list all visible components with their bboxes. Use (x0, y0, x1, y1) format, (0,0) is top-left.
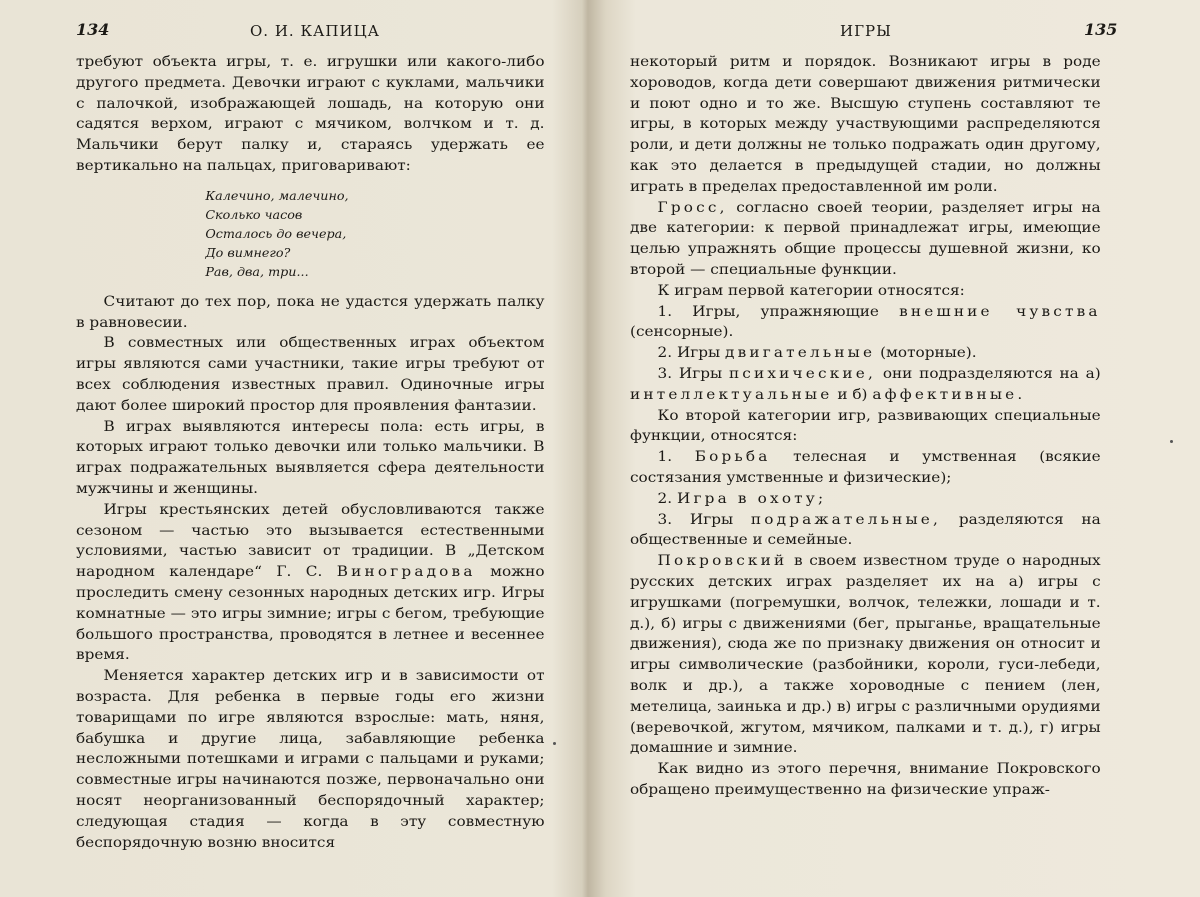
paper-speck (553, 742, 556, 745)
list-item (630, 489, 1101, 510)
author-name-spaced: Гросс, (657, 199, 728, 216)
text-run: разделяются на общественные и семейные. (630, 511, 1101, 549)
spaced-term: внешние чувства (899, 303, 1101, 320)
paragraph: требуют объекта игры, т. е. игрушки или какого-либо другого предмета. Девочки играют с куклами, мальчики с палочкой, изображающей лошадь, на которую они садятся верхом, играют с мячиком, волчком и т. д. Мальчики берут палку и, стараясь удержать ее вертикально на пальцах, приговаривают: (76, 54, 545, 174)
paragraph: Ко второй категории игр, развивающих специальные функции, относятся: (630, 407, 1101, 445)
list-item (630, 302, 1101, 344)
list-item (630, 364, 1101, 406)
spaced-term: интеллектуальные (630, 386, 833, 403)
text-run: 3. Игры (657, 511, 734, 528)
text-run: и б) (837, 386, 868, 403)
verse-line: Осталось до вечера, (205, 226, 347, 241)
list-item (630, 510, 1101, 552)
text-run: 1. Игры, упражняющие (657, 303, 879, 320)
text-run: 1. (657, 449, 673, 466)
page-number-left: 134 (76, 20, 110, 39)
right-page (600, 0, 1200, 897)
left-page-body (76, 52, 545, 853)
verse-line: До вимнего? (205, 245, 291, 260)
left-page (0, 0, 590, 897)
paragraph: Меняется характер детских игр и в зависимости от возраста. Для ребенка в первые годы его жизни товарищами по игре являются взрослые: мать, няня, бабушка и другие лица, забавляющие ребенка несложными потешками и играми с пальцами и руками; совместные игры начинаются позже, первоначально они носят неорганизованный беспорядочный характер; следующая стадия — когда в эту совместную беспорядочную возню вносится (76, 668, 545, 851)
spaced-term: аффективные. (872, 386, 1026, 403)
spaced-term: Борьба (694, 449, 771, 466)
text-run: Игры крестьянских детей обусловливаются также сезоном — частью это вызывается естественными условиями, частью зависит от традиции. В „Детском народном календаре“ Г. С. (76, 501, 545, 581)
paragraph: Считают до тех пор, пока не удастся удержать палку в равновесии. (76, 293, 545, 331)
text-run: 3. Игры (657, 365, 723, 382)
spaced-term: двигательные (725, 345, 876, 362)
spaced-term: подражательные, (750, 511, 942, 528)
text-run: 2. (657, 490, 673, 507)
paper-speck (1170, 440, 1173, 443)
author-name-spaced: Покровский (657, 553, 788, 570)
text-run: они подразделяются на а) (882, 365, 1101, 382)
verse-line: Сколько часов (205, 207, 303, 222)
text-run: (моторные). (880, 345, 977, 362)
right-page-body (630, 52, 1101, 801)
paragraph: В играх выявляются интересы пола: есть игры, в которых играют только девочки или только мальчики. В играх подражательных выявляется сфера деятельности мужчины и женщины. (76, 418, 545, 497)
list-item (630, 343, 1101, 364)
rhyme-verse (205, 187, 544, 282)
text-run: 2. Игры (657, 345, 721, 362)
running-head-author: О. И. КАПИЦА (250, 22, 381, 40)
paragraph (630, 198, 1101, 281)
paragraph: В совместных или общественных играх объектом игры являются сами участники, такие игры требуют от всех соблюдения известных правил. Одиночные игры дают более широкий простор для проявления фантазии. (76, 335, 545, 414)
list-item (630, 447, 1101, 489)
verse-line: Калечино, малечино, (205, 188, 349, 203)
spaced-term: Игра в охоту; (676, 490, 827, 507)
text-run: можно проследить смену сезонных народных детских игр. Игры комнатные — это игры зимние; игры с бегом, требующие большого пространства, проводятся в летнее и весеннее время. (76, 564, 545, 664)
page-number-right: 135 (1084, 20, 1118, 39)
paragraph: К играм первой категории относятся: (657, 282, 965, 299)
paragraph (76, 500, 545, 666)
running-head-title: ИГРЫ (840, 22, 892, 40)
spaced-term: психические, (728, 365, 877, 382)
text-run: телесная и умственная (всякие состязания умственные и физические); (630, 449, 1101, 486)
verse-line: Рав, два, три... (205, 264, 309, 279)
paragraph: Как видно из этого перечня, внимание Покровского обращено преимущественно на физические упраж- (630, 761, 1101, 798)
text-run: согласно своей теории, разделяет игры на две категории: к первой принадлежат игры, имеющие целью упражнять общие процессы душевной жизни, ко второй — специальные функции. (630, 199, 1101, 278)
author-name-spaced: Виноградова (336, 564, 476, 581)
paragraph (630, 551, 1101, 759)
text-run: в своем известном труде о народных русских детских играх разделяет их на а) игры с игрушками (погремушки, волчок, тележки, лошади и т. д.), б) игры с движениями (бег, прыганье, вращательные движения), сюда же по признаку движения он относит и игры символические (разбойники, короли, гуси-лебеди, волк и др.), а также хороводные с пением (лен, метелица, заинька и др.) в) игры с различными орудиями (веревочкой, жгутом, мячиком, палками и т. д.), г) игры домашние и зимние. (630, 553, 1101, 757)
paragraph: некоторый ритм и порядок. Возникают игры в роде хороводов, когда дети совершают движения ритмически и поют одно и то же. Высшую ступень составляют те игры, в которых между участвующими распределяются роли, и дети должны не только подражать один другому, как это делается в предыдущей стадии, но должны играть в пределах предоставленной им роли. (630, 54, 1101, 195)
text-run: (сенсорные). (630, 324, 734, 341)
